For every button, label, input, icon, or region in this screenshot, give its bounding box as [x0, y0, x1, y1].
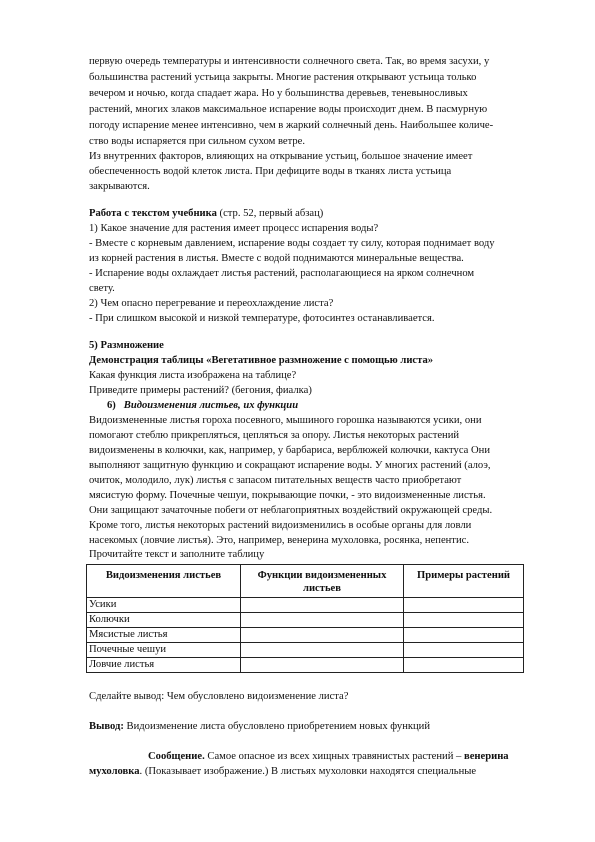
message-label: Сообщение. — [148, 751, 205, 762]
message-text: Самое опасное из всех хищных травянистых растений – — [204, 751, 464, 762]
intro-line: Из внутренних факторов, влияющих на открывание устьиц, большое значение имеет — [89, 151, 473, 162]
textbook-heading: Работа с текстом учебника — [89, 208, 217, 219]
table-cell-function[interactable] — [241, 658, 404, 673]
modifications-heading-number: 6) — [107, 400, 116, 411]
message-bold-term: мухоловка — [89, 766, 140, 777]
message-bold-term: венерина — [463, 751, 509, 762]
message-line — [148, 750, 509, 763]
modifications-line: помогают стеблю прикрепляться, цепляться за опору. Листья некоторых растений — [89, 430, 460, 441]
table-cell-modification: Почечные чешуи — [87, 643, 241, 658]
table-cell-examples[interactable] — [404, 613, 524, 628]
table-cell-function[interactable] — [241, 613, 404, 628]
table-cell-function[interactable] — [241, 628, 404, 643]
textbook-line: - Испарение воды охлаждает листья растений, располагающиеся на ярком солнечном — [89, 268, 475, 279]
textbook-line: - Вместе с корневым давлением, испарение воды создает ту силу, которая поднимает воду — [89, 238, 495, 249]
intro-line: погоду испарение менее интенсивно, чем в жаркий солнечный день. Наибольшее количе- — [89, 120, 494, 131]
modifications-line: Видоизмененные листья гороха посевного, мышиного горошка называются усики, они — [89, 415, 482, 426]
table-row — [87, 658, 524, 673]
table-cell-modification: Усики — [87, 598, 241, 613]
intro-line: растений, многих злаков максимальное испарение воды происходит днем. В пасмурную — [89, 104, 488, 115]
table-row — [87, 598, 524, 613]
intro-line: ство воды испаряется при сильном сухом ветре. — [89, 136, 306, 147]
modifications-heading: Видоизменения листьев, их функции — [123, 400, 299, 411]
message-text: . (Показывает изображение.) В листьях мухоловки находятся специальные — [139, 766, 477, 777]
intro-line: закрываются. — [89, 181, 150, 192]
reproduction-question: Приведите примеры растений? (бегония, фиалка) — [89, 385, 312, 396]
reproduction-demo: Демонстрация таблицы «Вегетативное размножение с помощью листа» — [89, 355, 434, 366]
reproduction-heading: 5) Размножение — [89, 340, 164, 351]
modifications-line: очиток, молодило, лук) листья с запасом питательных веществ часто приобретают — [89, 475, 462, 486]
textbook-line: - При слишком высокой и низкой температуре, фотосинтез останавливается. — [89, 313, 435, 324]
modifications-line: Кроме того, листья некоторых растений видоизменились в особые органы для ловли — [89, 520, 472, 531]
leaf-modifications-table — [86, 564, 524, 673]
conclusion-line — [89, 720, 430, 733]
conclusion-text: Видоизменение листа обусловлено приобретением новых функций — [123, 721, 431, 732]
modifications-line: видоизменены в колючки, как, например, у барбариса, верблюжей колючки, кактуса Они — [89, 445, 491, 456]
intro-line: обеспеченность водой клеток листа. При дефиците воды в тканях листа устьица — [89, 166, 452, 177]
reproduction-question: Какая функция листа изображена на таблице? — [89, 370, 297, 381]
modifications-heading-line — [107, 399, 298, 412]
textbook-ref: (стр. 52, первый абзац) — [216, 208, 324, 219]
table-cell-modification: Колючки — [87, 613, 241, 628]
table-cell-function[interactable] — [241, 643, 404, 658]
table-cell-examples[interactable] — [404, 628, 524, 643]
textbook-heading-line — [89, 207, 323, 220]
table-header-cell: Примеры растений — [404, 565, 524, 598]
textbook-line: 1) Какое значение для растения имеет процесс испарения воды? — [89, 223, 379, 234]
table-row — [87, 643, 524, 658]
table-cell-examples[interactable] — [404, 658, 524, 673]
textbook-line: свету. — [89, 283, 115, 294]
modifications-line: мясистую форму. Почечные чешуи, покрывающие почки, - это видоизмененные листья. — [89, 490, 486, 501]
modifications-instruction: Прочитайте текст и заполните таблицу — [89, 549, 265, 560]
table-header-cell: Функции видоизмененных листьев — [241, 565, 404, 598]
table-header-row — [87, 565, 524, 598]
table-cell-function[interactable] — [241, 598, 404, 613]
intro-line: первую очередь температуры и интенсивности солнечного света. Так, во время засухи, у — [89, 56, 490, 67]
table-row — [87, 613, 524, 628]
message-line — [89, 765, 476, 778]
modifications-line: насекомых (ловчие листья). Это, например, венерина мухоловка, росянка, непентис. — [89, 535, 469, 546]
table-cell-modification: Ловчие листья — [87, 658, 241, 673]
textbook-line: 2) Чем опасно перегревание и переохлаждение листа? — [89, 298, 334, 309]
intro-line: вечером и ночью, когда спадает жара. Но у большинства деревьев, теневыносливых — [89, 88, 468, 99]
table-cell-modification: Мясистые листья — [87, 628, 241, 643]
conclusion-label: Вывод: — [89, 721, 124, 732]
table-row — [87, 628, 524, 643]
textbook-line: из корней растения в листья. Вместе с водой поднимаются минеральные вещества. — [89, 253, 464, 264]
modifications-line: выполняют защитную функцию и сокращают испарение воды. У многих растений (алоэ, — [89, 460, 491, 471]
modifications-line: Они защищают зачаточные побеги от неблагоприятных воздействий окружающей среды. — [89, 505, 493, 516]
table-cell-examples[interactable] — [404, 598, 524, 613]
conclusion-prompt: Сделайте вывод: Чем обусловлено видоизменение листа? — [89, 691, 349, 702]
table-cell-examples[interactable] — [404, 643, 524, 658]
intro-line: большинства растений устьица закрыты. Многие растения открывают устьица только — [89, 72, 477, 83]
table-header-cell: Видоизменения листьев — [87, 565, 241, 598]
